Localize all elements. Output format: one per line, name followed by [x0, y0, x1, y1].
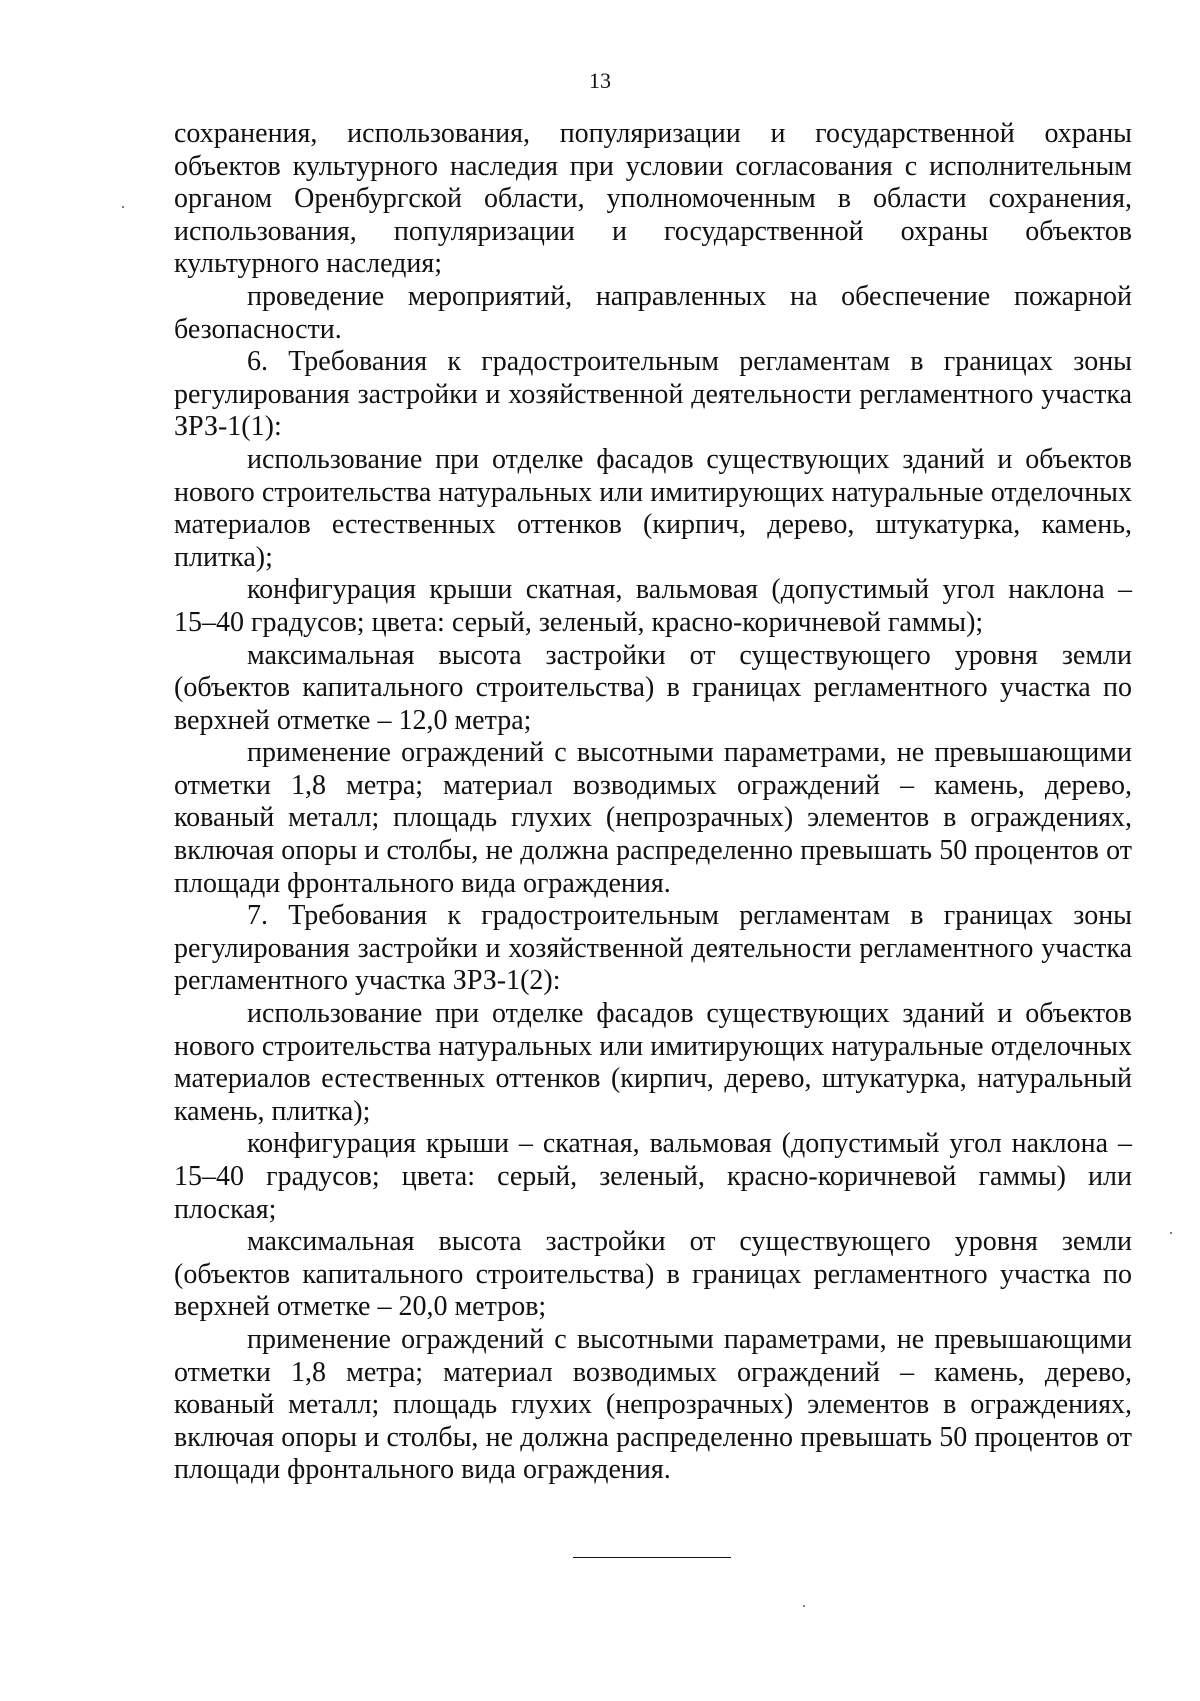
- paragraph-zrz1-2-facade: использование при отделке фасадов существующих зданий и объектов нового строительства натуральных или имитирующих натуральные отделочных материалов естественных оттенков (кирпич, дерево, штукатурка, натуральный камень, плитка);: [174, 998, 1132, 1127]
- paragraph-zrz1-2-roof: конфигурация крыши – скатная, вальмовая (допустимый угол наклона – 15–40 градусов; цвета: серый, зеленый, красно-коричневой гаммы) или плоская;: [174, 1128, 1132, 1225]
- paragraph-zrz1-1-facade: использование при отделке фасадов существующих зданий и объектов нового строительства натуральных или имитирующих натуральные отделочных материалов естественных оттенков (кирпич, дерево, штукатурка, камень, плитка);: [174, 443, 1132, 573]
- paragraph-zrz1-1-height: максимальная высота застройки от существующего уровня земли (объектов капитального строительства) в границах регламентного участка по верхней отметке – 12,0 метра;: [174, 639, 1132, 736]
- scan-speck: [122, 206, 124, 208]
- closing-rule: [573, 1557, 731, 1558]
- paragraph-section-6-heading: 6. Требования к градостроительным регламентам в границах зоны регулирования застройки и хозяйственной деятельности регламентного участка ЗРЗ-1(1):: [174, 346, 1132, 443]
- scan-speck: [803, 1605, 805, 1607]
- paragraph-fire-safety: проведение мероприятий, направленных на обеспечение пожарной безопасности.: [174, 280, 1132, 345]
- paragraph-continuation: сохранения, использования, популяризации и государственной охраны объектов культурного наследия при условии согласования с исполнительным органом Оренбургской области, уполномоченным в области сохранения, использования, популяризации и государственной охраны объектов культурного наследия;: [174, 118, 1132, 280]
- paragraph-zrz1-1-roof: конфигурация крыши скатная, вальмовая (допустимый угол наклона – 15–40 градусов; цвета: серый, зеленый, красно-коричневой гаммы);: [174, 574, 1132, 638]
- paragraph-zrz1-2-height: максимальная высота застройки от существующего уровня земли (объектов капитального строительства) в границах регламентного участка по верхней отметке – 20,0 метров;: [174, 1226, 1132, 1323]
- paragraph-section-7-heading: 7. Требования к градостроительным регламентам в границах зоны регулирования застройки и хозяйственной деятельности регламентного участка регламентного участка ЗРЗ-1(2):: [174, 900, 1132, 997]
- scan-speck: [1170, 1232, 1172, 1234]
- document-body: [174, 118, 1132, 1487]
- paragraph-zrz1-2-fences: применение ограждений с высотными параметрами, не превышающими отметки 1,8 метра; материал возводимых ограждений – камень, дерево, кованый металл; площадь глухих (непрозрачных) элементов в ограждениях, включая опоры и столбы, не должна распределенно превышать 50 процентов от площади фронтального вида ограждения.: [174, 1323, 1132, 1486]
- paragraph-zrz1-1-fences: применение ограждений с высотными параметрами, не превышающими отметки 1,8 метра; материал возводимых ограждений – камень, дерево, кованый металл; площадь глухих (непрозрачных) элементов в ограждениях, включая опоры и столбы, не должна распределенно превышать 50 процентов от площади фронтального вида ограждения.: [174, 737, 1132, 899]
- page-number: 13: [589, 68, 611, 93]
